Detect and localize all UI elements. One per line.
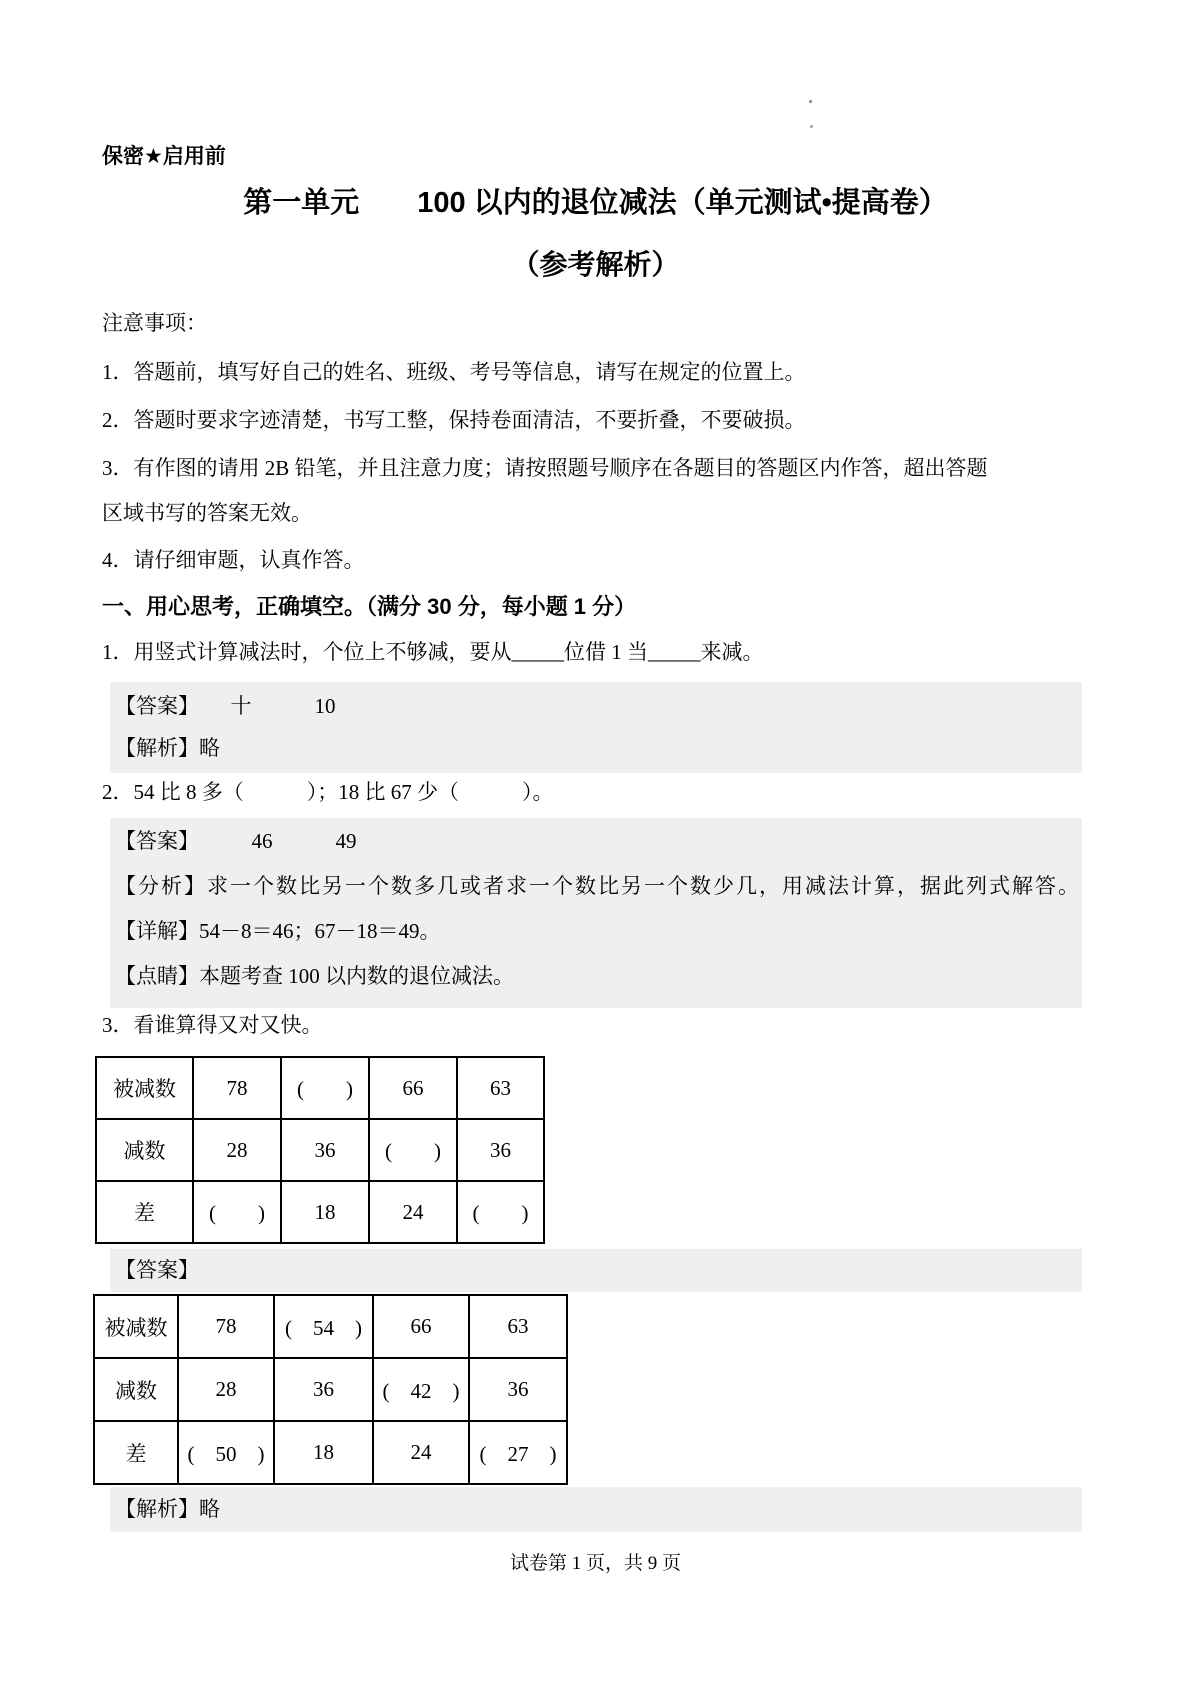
table-row [96, 1119, 544, 1181]
question-3-text: 3．看谁算得又对又快。 [102, 1013, 323, 1037]
table-cell: 被减数 [96, 1057, 193, 1119]
q1-answer-line: 【答案】 十 10 [115, 694, 336, 718]
table-cell: 66 [369, 1057, 457, 1119]
page-footer: 试卷第 1 页，共 9 页 [509, 1553, 681, 1574]
q2-note-line: 【点睛】本题考查 100 以内数的退位减法。 [115, 964, 514, 988]
notice-item-4: 4．请仔细审题，认真作答。 [102, 548, 365, 572]
table-cell: ( ) [193, 1181, 281, 1243]
stray-dot [809, 100, 812, 103]
table-row [94, 1295, 567, 1358]
table-cell: 24 [369, 1181, 457, 1243]
q2-answer-line: 【答案】 46 49 [115, 829, 357, 853]
table-cell: ( ) [281, 1057, 369, 1119]
table-cell: 63 [469, 1295, 567, 1358]
table-cell: ( 54 ) [274, 1295, 373, 1358]
q2-detail-line: 【详解】54－8＝46；67－18＝49。 [115, 919, 441, 943]
q3-answer-label-block: 【答案】 [110, 1249, 1082, 1292]
table-row [96, 1057, 544, 1119]
table-cell: 28 [178, 1358, 274, 1421]
table-cell: 36 [281, 1119, 369, 1181]
q3-question-table [95, 1056, 545, 1244]
table-row [94, 1358, 567, 1421]
page-title: 第一单元 100 以内的退位减法（单元测试•提高卷） [243, 187, 948, 219]
section-heading: 一、用心思考，正确填空。（满分 30 分，每小题 1 分） [102, 594, 637, 619]
table-cell: 18 [281, 1181, 369, 1243]
q2-analysis-line: 【分析】求一个数比另一个数多几或者求一个数比另一个数少几，用减法计算，据此列式解答。 [115, 874, 1081, 898]
notice-heading: 注意事项： [102, 311, 207, 335]
table-cell: ( 50 ) [178, 1421, 274, 1484]
q1-answer-block [110, 682, 1082, 773]
table-cell: 差 [94, 1421, 178, 1484]
table-cell: 被减数 [94, 1295, 178, 1358]
q3-answer-table [93, 1294, 568, 1485]
question-1-text: 1．用竖式计算减法时，个位上不够减，要从_____位借 1 当_____来减。 [102, 640, 764, 664]
table-cell: ( 42 ) [373, 1358, 469, 1421]
q3-analysis-block: 【解析】略 [110, 1487, 1082, 1532]
table-cell: ( ) [457, 1181, 544, 1243]
table-cell: 78 [178, 1295, 274, 1358]
question-2-text: 2．54 比 8 多（ ）；18 比 67 少（ ）。 [102, 780, 554, 804]
stray-dot [810, 125, 813, 128]
table-cell: 36 [469, 1358, 567, 1421]
table-cell: 差 [96, 1181, 193, 1243]
notice-item-2: 2．答题时要求字迹清楚，书写工整，保持卷面清洁，不要折叠，不要破损。 [102, 408, 806, 432]
table-cell: 36 [457, 1119, 544, 1181]
notice-item-3: 3．有作图的请用 2B 铅笔，并且注意力度；请按照题号顺序在各题目的答题区内作答，超出答题区域书写的答案无效。 [102, 456, 988, 525]
table-row [94, 1421, 567, 1484]
table-cell: 减数 [94, 1358, 178, 1421]
page-subtitle: （参考解析） [511, 249, 680, 280]
security-label: 保密★启用前 [102, 145, 226, 168]
table-cell: 63 [457, 1057, 544, 1119]
table-cell: 66 [373, 1295, 469, 1358]
table-cell: 36 [274, 1358, 373, 1421]
table-cell: 24 [373, 1421, 469, 1484]
q2-answer-block [110, 818, 1082, 1008]
table-cell: 减数 [96, 1119, 193, 1181]
table-row [96, 1181, 544, 1243]
table-cell: 28 [193, 1119, 281, 1181]
table-cell: 18 [274, 1421, 373, 1484]
table-cell: ( ) [369, 1119, 457, 1181]
notice-item-1: 1．答题前，填写好自己的姓名、班级、考号等信息，请写在规定的位置上。 [102, 360, 806, 384]
q1-analysis-line: 【解析】略 [115, 736, 220, 760]
table-cell: 78 [193, 1057, 281, 1119]
table-cell: ( 27 ) [469, 1421, 567, 1484]
